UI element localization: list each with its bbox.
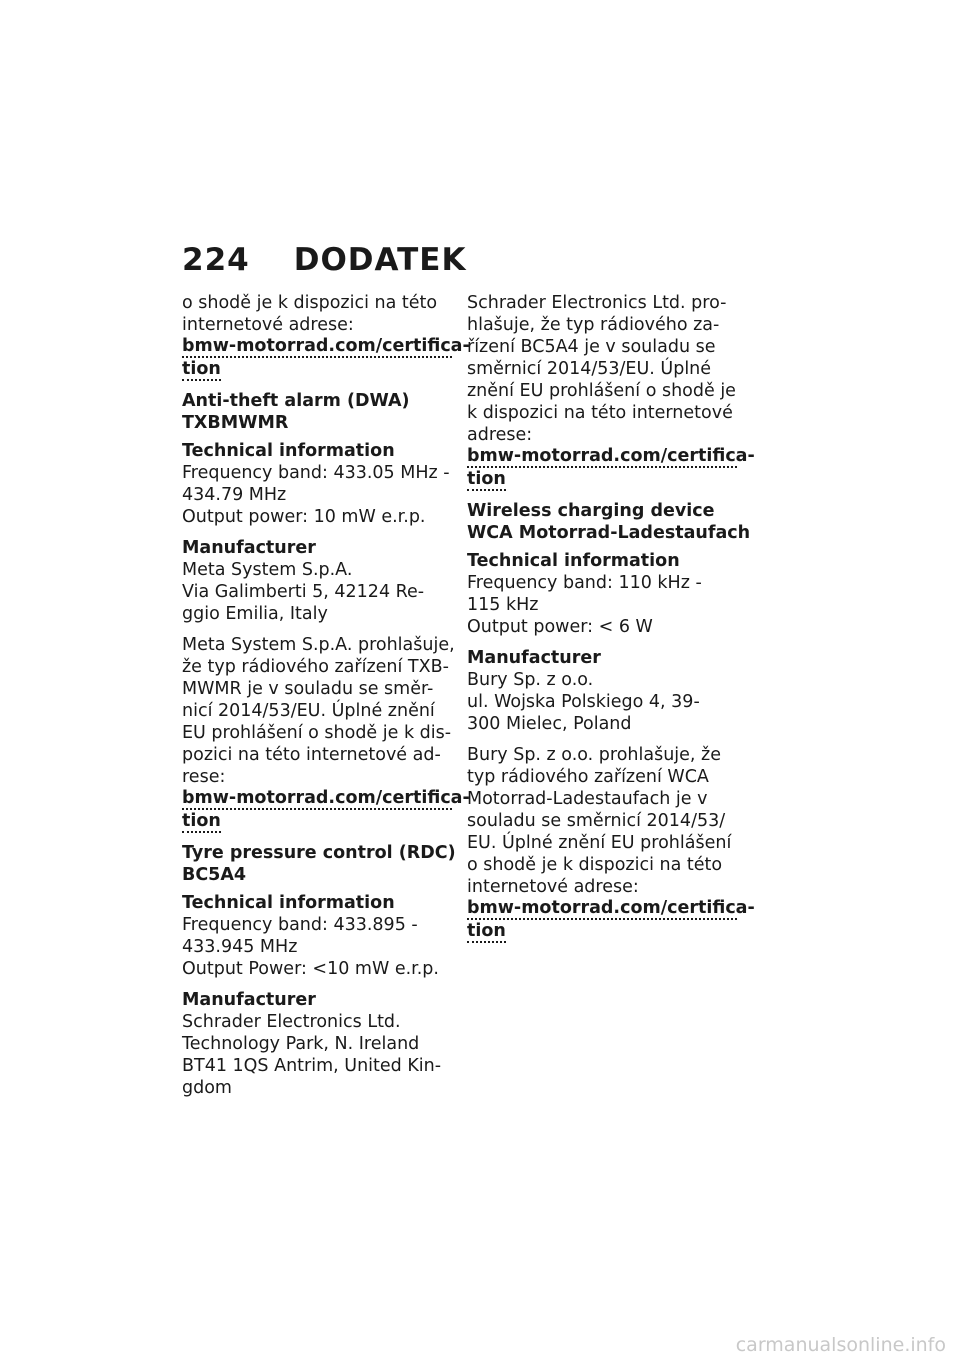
text-line: znění EU prohlášení o shodě je: [467, 381, 736, 401]
text-line: MWMR je v souladu se směr-: [182, 679, 434, 699]
text-line: ul. Wojska Polskiego 4, 39-: [467, 692, 700, 712]
certification-link[interactable]: bmw-motorrad.com/certifica-: [182, 788, 470, 808]
text-line: Bury Sp. z o.o. prohlašuje, že: [467, 745, 722, 765]
page-title: DODATEK: [293, 242, 467, 278]
text-line: Schrader Electronics Ltd. pro-: [467, 293, 727, 313]
wca-technical: [467, 550, 737, 638]
dwa-manufacturer: [182, 537, 452, 625]
text-line: typ rádiového zařízení WCA: [467, 767, 709, 787]
rdc-technical: [182, 892, 452, 980]
text-line: Meta System S.p.A.: [182, 560, 353, 580]
certification-link-cont[interactable]: tion: [467, 469, 506, 489]
section-heading: WCA Motorrad-Ladestaufach: [467, 523, 751, 543]
text-line: Schrader Electronics Ltd.: [182, 1012, 401, 1032]
text-line: Via Galimberti 5, 42124 Re-: [182, 582, 425, 602]
dwa-declaration: [182, 634, 470, 833]
section-heading: BC5A4: [182, 865, 247, 885]
left-column: [182, 292, 470, 1108]
text-line: Meta System S.p.A. prohlašuje,: [182, 635, 455, 655]
text-line: pozici na této internetové ad-: [182, 745, 441, 765]
text-line: že typ rádiového zařízení TXB-: [182, 657, 449, 677]
intro-paragraph: [182, 292, 470, 381]
text-line: rese:: [182, 767, 226, 787]
subsection-heading: Technical information: [182, 893, 395, 913]
subsection-heading: Technical information: [467, 551, 680, 571]
text-line: EU. Úplné znění EU prohlášení: [467, 833, 732, 853]
certification-link[interactable]: bmw-motorrad.com/certifica-: [182, 336, 470, 356]
section-heading: TXBMWMR: [182, 413, 289, 433]
certification-link-cont[interactable]: tion: [182, 811, 221, 831]
text-line: 434.79 MHz: [182, 485, 287, 505]
text-line: gdom: [182, 1078, 232, 1098]
text-line: EU prohlášení o shodě je k dis-: [182, 723, 452, 743]
rdc-declaration: [467, 292, 755, 491]
text-line: Frequency band: 433.05 MHz -: [182, 463, 450, 483]
text-line: Output power: 10 mW e.r.p.: [182, 507, 426, 527]
text-line: ggio Emilia, Italy: [182, 604, 328, 624]
certification-link[interactable]: bmw-motorrad.com/certifica-: [467, 446, 755, 466]
text-line: internetové adrese:: [182, 315, 354, 335]
text-line: souladu se směrnicí 2014/53/: [467, 811, 726, 831]
certification-link-cont[interactable]: tion: [467, 921, 506, 941]
dwa-technical: [182, 440, 452, 528]
subsection-heading: Manufacturer: [182, 990, 316, 1010]
text-line: Frequency band: 110 kHz -: [467, 573, 702, 593]
text-line: hlašuje, že typ rádiového za-: [467, 315, 720, 335]
page-header: [182, 240, 466, 280]
text-line: 300 Mielec, Poland: [467, 714, 632, 734]
dwa-heading: [182, 390, 452, 434]
certification-link-cont[interactable]: tion: [182, 359, 221, 379]
right-column: [467, 292, 755, 952]
rdc-heading: [182, 842, 456, 886]
subsection-heading: Manufacturer: [182, 538, 316, 558]
certification-link[interactable]: bmw-motorrad.com/certifica-: [467, 898, 755, 918]
text-line: 115 kHz: [467, 595, 539, 615]
section-heading: Anti-theft alarm (DWA): [182, 391, 410, 411]
text-line: řízení BC5A4 je v souladu se: [467, 337, 716, 357]
wca-declaration: [467, 744, 755, 943]
text-line: k dispozici na této internetové: [467, 403, 733, 423]
text-line: adrese:: [467, 425, 533, 445]
page-number: 224: [182, 242, 250, 278]
watermark: carmanualsonline.info: [735, 1334, 946, 1356]
text-line: 433.945 MHz: [182, 937, 298, 957]
wca-manufacturer: [467, 647, 737, 735]
text-line: o shodě je k dispozici na této: [467, 855, 723, 875]
text-line: směrnicí 2014/53/EU. Úplné: [467, 359, 712, 379]
text-line: Output power: < 6 W: [467, 617, 653, 637]
text-line: o shodě je k dispozici na této: [182, 293, 438, 313]
text-line: internetové adrese:: [467, 877, 639, 897]
subsection-heading: Technical information: [182, 441, 395, 461]
wca-heading: [467, 500, 751, 544]
section-heading: Wireless charging device: [467, 501, 715, 521]
text-line: Output Power: <10 mW e.r.p.: [182, 959, 439, 979]
subsection-heading: Manufacturer: [467, 648, 601, 668]
text-line: BT41 1QS Antrim, United Kin-: [182, 1056, 442, 1076]
rdc-manufacturer: [182, 989, 452, 1099]
text-line: nicí 2014/53/EU. Úplné znění: [182, 701, 435, 721]
text-line: Motorrad-Ladestaufach je v: [467, 789, 708, 809]
text-line: Frequency band: 433.895 -: [182, 915, 418, 935]
text-line: Bury Sp. z o.o.: [467, 670, 594, 690]
text-line: Technology Park, N. Ireland: [182, 1034, 420, 1054]
section-heading: Tyre pressure control (RDC): [182, 843, 456, 863]
